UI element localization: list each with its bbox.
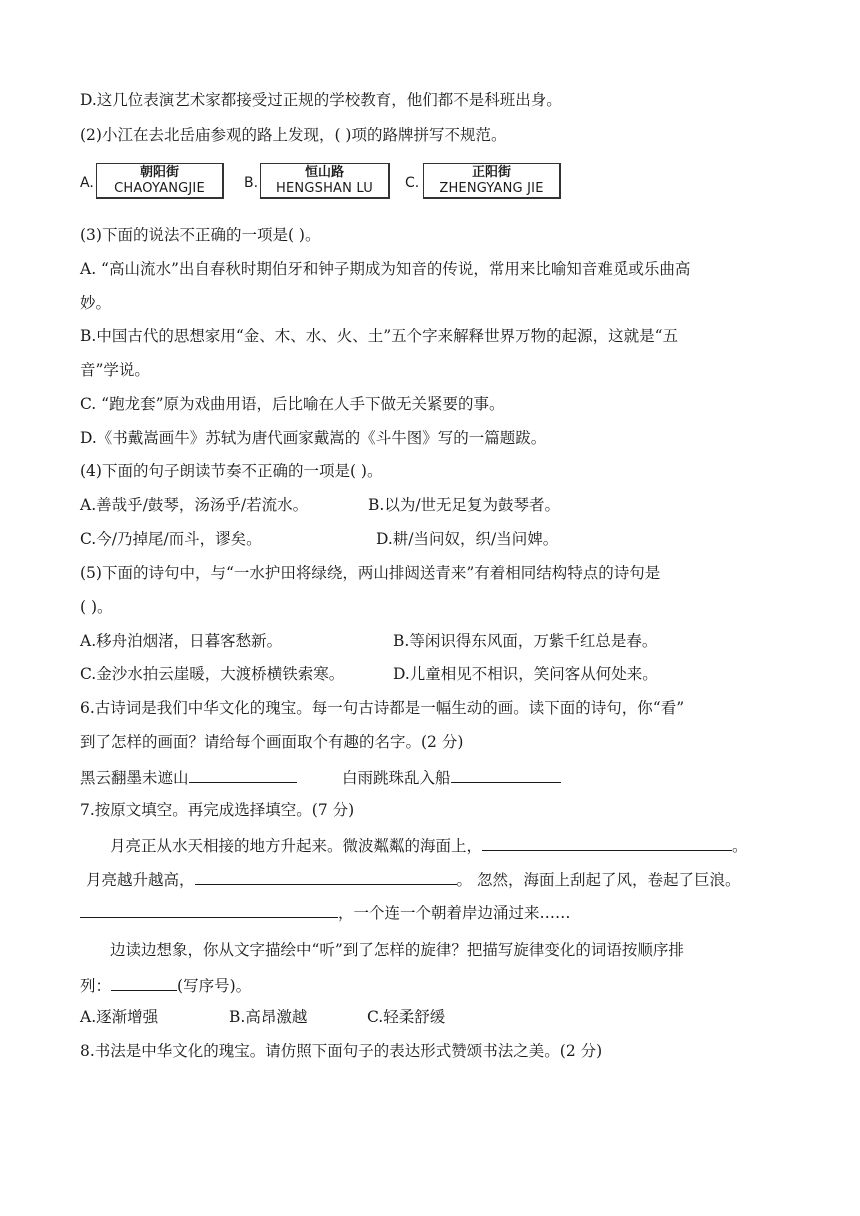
answer-blank[interactable] [195, 868, 457, 885]
sign-pinyin: CHAOYANGJIE [114, 181, 205, 196]
followup-text: 列： [80, 977, 112, 995]
q4-prompt: (4)下面的句子朗读节奏不正确的一项是( )。 [80, 462, 383, 480]
followup-text: (写序号)。 [177, 977, 252, 995]
q6-prompt: 6.古诗词是我们中华文化的瑰宝。每一句古诗都是一幅生动的画。读下面的诗句，你“看” [80, 699, 685, 717]
road-sign [260, 163, 390, 199]
poem-line-text: 黑云翻墨未遮山 [80, 769, 189, 787]
q6-poem-line-1 [80, 766, 297, 788]
road-signs-row [80, 163, 790, 205]
q4-option-d: D.耕/当问奴，织/当问婢。 [376, 530, 559, 548]
q1-option-d: D.这几位表演艺术家都接受过正规的学校教育，他们都不是科班出身。 [80, 91, 562, 109]
sign-letter: C. [405, 175, 420, 191]
q4-option-c: C.今/乃掉尾/而斗，谬矣。 [80, 530, 262, 548]
answer-blank[interactable] [451, 766, 561, 783]
q7-followup: 边读边想象，你从文字描绘中“听”到了怎样的旋律？把描写旋律变化的词语按顺序排 [110, 941, 684, 959]
passage-text: 月亮正从水天相接的地方升起来。微波粼粼的海面上， [110, 837, 483, 855]
answer-blank[interactable] [189, 766, 297, 783]
q7-choice-b: B.高昂激越 [229, 1008, 308, 1026]
road-sign [96, 163, 224, 199]
sign-name: 恒山路 [304, 165, 344, 180]
sign-pinyin: ZHENGYANG JIE [439, 181, 544, 196]
q8-prompt: 8.书法是中华文化的瑰宝。请仿照下面句子的表达形式赞颂书法之美。(2 分) [80, 1042, 603, 1060]
q7-passage-line-2 [86, 868, 740, 890]
poem-line-text: 白雨跳珠乱入船 [342, 769, 451, 787]
q7-choice-c: C.轻柔舒缓 [367, 1008, 446, 1026]
q3-option-a-cont: 妙。 [80, 294, 112, 312]
answer-blank[interactable] [111, 974, 177, 991]
answer-blank[interactable] [482, 834, 732, 851]
q2-prompt: (2)小江在去北岳庙参观的路上发现，( )项的路牌拼写不规范。 [80, 126, 507, 144]
q5-option-a: A.移舟泊烟渚，日暮客愁新。 [80, 632, 283, 650]
passage-text: 月亮越升越高， [86, 871, 195, 889]
q5-prompt: (5)下面的诗句中，与“一水护田将绿绕，两山排闼送青来”有着相同结构特点的诗句是 [80, 564, 661, 582]
q7-passage-line-3 [80, 901, 571, 923]
q3-option-b-cont: 音”学说。 [80, 361, 150, 379]
q6-prompt-cont: 到了怎样的画面？请给每个画面取个有趣的名字。(2 分) [80, 733, 464, 751]
q5-prompt-cont: ( )。 [80, 598, 113, 616]
q3-option-b: B.中国古代的思想家用“金、木、水、火、土”五个字来解释世界万物的起源，这就是“五 [80, 327, 679, 345]
q3-option-d: D.《书戴嵩画牛》苏轼为唐代画家戴嵩的《斗牛图》写的一篇题跋。 [80, 429, 547, 447]
q3-option-a: A. “高山流水”出自春秋时期伯牙和钟子期成为知音的传说，常用来比喻知音难觅或乐曲高 [80, 260, 691, 278]
q5-option-c: C.金沙水拍云崖暖，大渡桥横铁索寒。 [80, 665, 345, 683]
sign-pinyin: HENGSHAN LU [276, 181, 373, 196]
q5-option-d: D.儿童相见不相识，笑问客从何处来。 [393, 665, 658, 683]
q6-poem-line-2 [342, 766, 561, 788]
q3-option-c: C. “跑龙套”原为戏曲用语，后比喻在人手下做无关紧要的事。 [80, 395, 505, 413]
sign-letter: A. [80, 175, 94, 191]
q7-prompt: 7.按原文填空。再完成选择填空。(7 分) [80, 801, 355, 819]
q4-option-b: B.以为/世无足复为鼓琴者。 [368, 496, 561, 514]
q5-option-b: B.等闲识得东风面，万紫千红总是春。 [393, 632, 658, 650]
sign-name: 正阳街 [471, 165, 511, 180]
answer-blank[interactable] [80, 901, 338, 918]
q4-option-a: A.善哉乎/鼓琴，汤汤乎/若流水。 [80, 496, 309, 514]
q3-prompt: (3)下面的说法不正确的一项是( )。 [80, 226, 321, 244]
passage-text: 。 [732, 837, 748, 855]
road-sign [423, 163, 561, 199]
q7-followup-cont [80, 974, 251, 996]
sign-name: 朝阳街 [139, 165, 179, 180]
sign-letter: B. [244, 175, 259, 191]
passage-text: ，一个连一个朝着岸边涌过来…… [338, 904, 571, 922]
passage-text: 。 忽然，海面上刮起了风，卷起了巨浪。 [456, 871, 741, 889]
q7-passage-line-1 [80, 834, 748, 856]
q7-choice-a: A.逐渐增强 [80, 1008, 159, 1026]
